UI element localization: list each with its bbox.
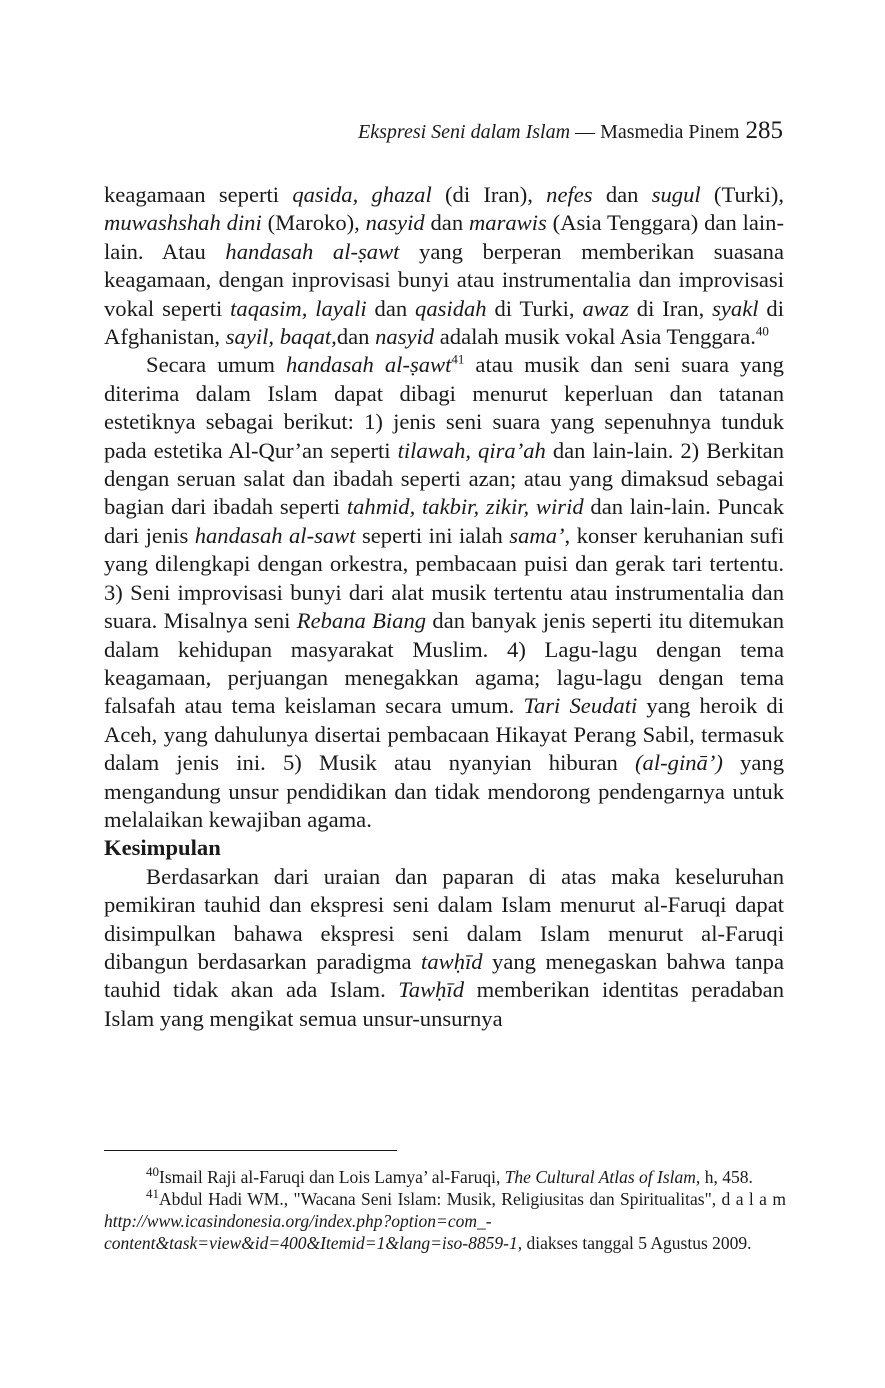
- text-run: dan: [592, 182, 652, 207]
- running-header: [358, 117, 783, 145]
- footnote-number: 40: [146, 1164, 159, 1180]
- italic-term: sayil, baqat,: [225, 324, 337, 350]
- text-run: memberikan identitas peradaban Islam yang mengikat semua unsur-unsurnya: [104, 977, 784, 1031]
- paragraph-1: [104, 181, 784, 351]
- footnotes: [104, 1166, 786, 1254]
- italic-term: Rebana Biang: [296, 608, 427, 634]
- text-run: Secara umum: [146, 352, 286, 378]
- text-run: di Iran,: [628, 295, 713, 321]
- page-number: 285: [745, 117, 783, 144]
- italic-term: Tawḥīd: [398, 977, 465, 1003]
- text-run: (Asia Tenggara) dan lain-lain. Atau: [104, 210, 784, 264]
- italic-term: syakl: [712, 295, 759, 321]
- text-run: (Maroko),: [261, 210, 366, 236]
- paragraph-3: [104, 863, 784, 1033]
- text-run: yang heroik di Aceh, yang dahulunya disertai pembacaan Hikayat Perang Sabil, termasuk dalam jenis ini. 5) Musik atau nyanyian hiburan: [104, 693, 784, 776]
- text-run: Abdul Hadi WM., "Wacana Seni Islam: Musik, Religiusitas dan Spiritualitas", d a l a m: [159, 1189, 786, 1209]
- text-run: di Turki,: [486, 295, 583, 321]
- text-run: di Afghanistan,: [104, 295, 784, 350]
- header-author: Masmedia Pinem: [600, 121, 740, 143]
- text-run: yang berperan memberikan suasana keagamaan, dengan inprovisasi bunyi atau instrumentalia dan improvisasi vokal seperti: [104, 238, 784, 321]
- italic-term: tawḥīd: [421, 948, 483, 974]
- body-text: [104, 181, 784, 1033]
- italic-term: qasidah: [415, 295, 487, 321]
- text-run: dan lain-lain. Puncak dari jenis: [104, 494, 784, 548]
- section-heading: Kesimpulan: [104, 835, 221, 861]
- text-run: adalah musik vokal Asia Tenggara.: [434, 324, 756, 350]
- italic-term: handasah al-ṣawt: [285, 352, 452, 378]
- italic-term: qasida, ghazal: [292, 182, 432, 207]
- italic-term: tilawah, qira’ah: [397, 437, 546, 463]
- text-run: , konser keruhanian sufi yang dilengkapi dengan orkestra, pembacaan puisi dan gerak tari tertentu. 3) Seni improvisasi bunyi dari alat musik tertentu atau instrumentalia dan suara. Misalnya seni: [104, 522, 784, 634]
- footnote-ref-40[interactable]: 40: [755, 323, 769, 339]
- journal-title: Ekspresi Seni dalam Islam: [358, 121, 571, 143]
- italic-term: handasah al-sawt: [194, 522, 356, 548]
- text-run: yang menegaskan bahwa tanpa tauhid tidak akan ada Islam.: [104, 948, 784, 1003]
- italic-term: sama’: [509, 522, 565, 548]
- italic-term: Tari Seudati: [523, 693, 638, 719]
- text-run: dan lain-lain. 2) Berkitan dengan seruan salat dan ibadah seperti azan; atau yang dimaksud sebagai bagian dari ibadah seperti: [104, 437, 785, 520]
- italic-term: marawis: [468, 210, 547, 236]
- footnote-40: [104, 1166, 786, 1188]
- footnote-ref-41[interactable]: 41: [451, 351, 465, 367]
- footnote-number: 41: [146, 1186, 159, 1202]
- text-run: keagamaan seperti: [104, 182, 293, 207]
- text-run: Berdasarkan dari uraian dan paparan di atas maka keseluruhan pemikiran tauhid dan ekspresi seni dalam Islam menurut al-Faruqi dapat disimpulkan bahawa ekspresi seni dalam Islam menurut al-Faruqi dibangun berdasarkan paradigma: [104, 863, 784, 974]
- italic-term: nasyid: [375, 324, 435, 350]
- italic-term: awaz: [582, 295, 629, 321]
- italic-term: taqasim, layali: [230, 295, 367, 321]
- text-run: seperti ini ialah: [355, 522, 510, 548]
- text-run: dan banyak jenis seperti itu ditemukan dalam kehidupan masyarakat Muslim. 4) Lagu-lagu dengan tema keagamaan, perjuangan menegakkan agama; lagu-lagu dengan tema falsafah atau tema keislaman secara umum.: [104, 608, 784, 719]
- paragraph-2: [104, 351, 784, 834]
- text-run: dan: [366, 295, 416, 321]
- text-run: (Turki),: [700, 182, 785, 207]
- text-run: (di Iran),: [431, 182, 547, 207]
- italic-term: sugul: [651, 182, 701, 207]
- text-run: yang mengandung unsur pendidikan dan tidak mendorong pendengarnya untuk melalaikan kewajiban agama.: [104, 750, 784, 832]
- url-link[interactable]: http://www.icasindonesia.org/index.php?option=com_-content&task=view&id=400&Itemid=1&lang=iso-8859-1,: [104, 1211, 523, 1253]
- italic-term: tahmid, takbir, zikir, wirid: [346, 494, 584, 520]
- italic-term: nasyid: [365, 210, 425, 236]
- italic-term: (al-ginā’): [635, 750, 723, 776]
- italic-term: handasah al-ṣawt: [225, 238, 400, 264]
- italic-term: muwashshah dini: [104, 210, 262, 236]
- book-title: The Cultural Atlas of Islam,: [504, 1167, 701, 1187]
- header-separator: —: [570, 121, 601, 143]
- italic-term: nefes: [546, 182, 593, 207]
- text-run: diakses tanggal 5 Agustus 2009.: [522, 1233, 752, 1253]
- text-run: Ismail Raji al-Faruqi dan Lois Lamya’ al-Faruqi,: [159, 1167, 505, 1187]
- footnote-divider: [104, 1150, 397, 1151]
- text-run: dan: [336, 324, 376, 350]
- footnote-41: [104, 1188, 786, 1254]
- text-run: dan: [424, 210, 469, 236]
- text-run: h, 458.: [700, 1167, 753, 1187]
- text-run: atau musik dan seni suara yang diterima dalam Islam dapat dibagi menurut keperluan dan tatanan estetiknya sebagai berikut: 1) jenis seni suara yang sepenuhnya tunduk pada estetika Al-Qur’an seperti: [104, 352, 784, 463]
